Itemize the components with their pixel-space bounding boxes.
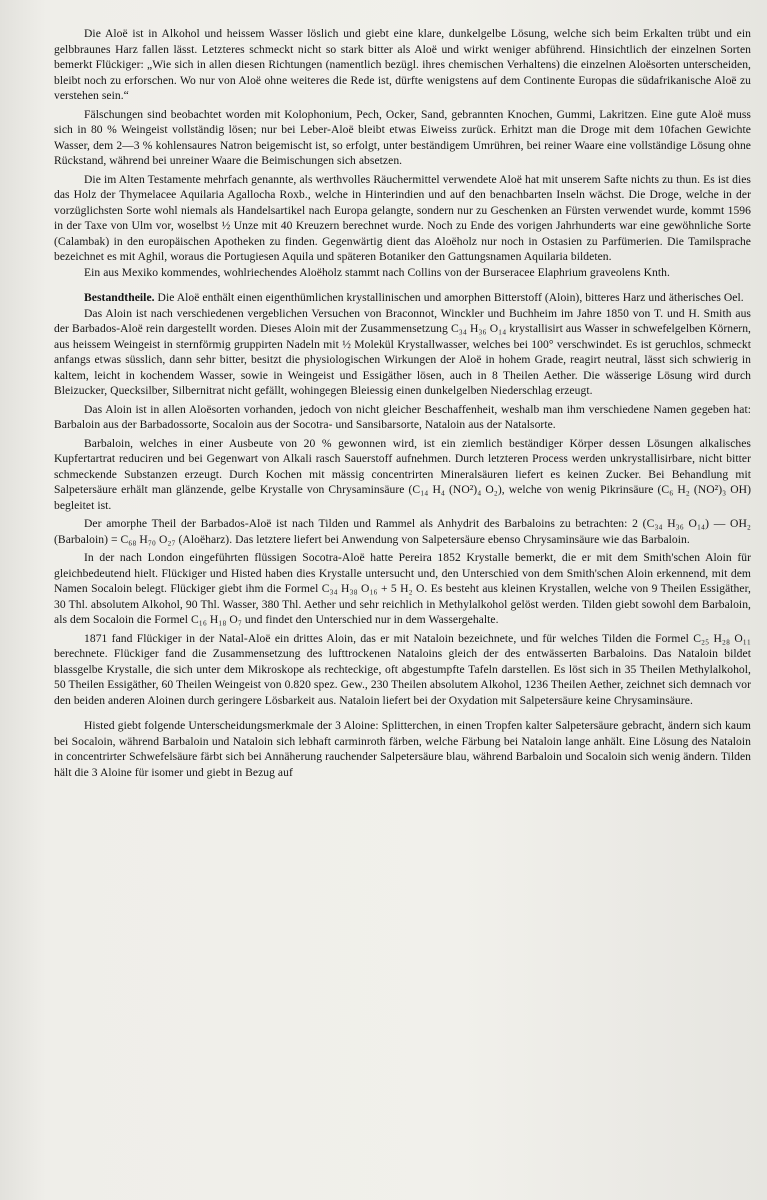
paragraph-mexican-aloewood: Ein aus Mexiko kommendes, wohlriechendes Aloëholz stammt nach Collins von der Burseracee Elaphrium graveolens Knth. xyxy=(84,265,670,279)
paragraph-barbaloin: Barbaloin, welches in einer Ausbeute von 20 % gewonnen wird, ist ein ziemlich beständiger Körper dessen Lösungen alkalisches Kupfertartrat reduciren und bei Gegenwart von Alkali rasch Sauerstoff aufnehmen. Durch letzteren Process werden unkrystallisirbare, nicht bitter schmeckende Substanzen erzeugt. Durch Kochen mit mässig concentrirten Mineralsäuren liefert es keinen Zucker. Bei Behandlung mit Salpetersäure erhält man glänzende, gelbe Krystalle von Chrysaminsäure (C₁₄ H₄ (NO²)₄ O₂), welche von wenig Pikrinsäure (C₆ H₂ (NO²)₃ OH) begleitet ist. xyxy=(54,436,751,512)
paragraph-aloin-varieties: Das Aloin ist in allen Aloësorten vorhanden, jedoch von nicht gleicher Beschaffenheit, weshalb man ihm verschiedene Namen gegeben hat: Barbaloin aus der Barbadossorte, Socaloin aus der Socotra- und Sansibarsorte, Nataloin aus der Natalsorte. xyxy=(54,402,751,431)
paragraph-adulterations: Fälschungen sind beobachtet worden mit Kolophonium, Pech, Ocker, Sand, gebrannten Knochen, Gummi, Lakritzen. Eine gute Aloë muss sich in 80 % Weingeist vollständig lösen; nur bei Leber-Aloë bleibt etwas Eiweiss zurück. Erhitzt man die Droge mit dem 10fachen Gewichte Wasser, dem 2—3 % kohlensaures Natron beigemischt ist, so erfolgt, unter beständigem Umrühren, bei reiner Waare eine vollständige Lösung ohne Rückstand, während bei unreiner Waare die Beimischungen sich absetzen. xyxy=(54,107,751,167)
paragraph-histed-distinctions: Histed giebt folgende Unterscheidungsmerkmale der 3 Aloine: Splitterchen, in einen Tropfen kalter Salpetersäure gebracht, ändern sich kaum bei Socaloin, während Barbaloin und Nataloin sich lebhaft carminroth färben, welche Färbung bei Nataloin lange anhält. Eine Lösung des Nataloin in concentrirter Schwefelsäure färbt sich bei Annäherung rauchender Salpetersäure blau, während Barbaloin und Socaloin sich wenig ändern. Tilden hält die 3 Aloine für isomer und giebt in Bezug auf xyxy=(54,719,751,779)
paragraph-aloin: Das Aloin ist nach verschiedenen vergeblichen Versuchen von Braconnot, Winckler und Buchheim im Jahre 1850 von T. und H. Smith aus der Barbados-Aloë rein dargestellt worden. Dieses Aloin mit der Zusammensetzung C₃₄ H₃₆ O₁₄ krystallisirt aus Wasser in schwefelgelben Körnern, aus heissem Weingeist in sternförmig gruppirten Nadeln mit ½ Molekül Krystallwasser, welches bei 100° verschwindet. Es ist geruchlos, schmeckt anfangs etwas süsslich, dann sehr bitter, besitzt die physiologischen Wirkungen der Aloë in hohem Grade, reagirt neutral, lässt sich schwierig in kaltem, leicht in kochendem Wasser, sowie in Weingeist und Essigäther lösen, auch in 8 Theilen Aether. Die wässerige Lösung wird durch Bleizucker, Quecksilber, Silbernitrat nicht gefällt, wohingegen Bleiessig einen dunkelgelben Niederschlag erzeugt. xyxy=(54,306,751,397)
paragraph-solubility: Die Aloë ist in Alkohol und heissem Wasser löslich und giebt eine klare, dunkelgelbe Lösung, welche sich beim Erkalten trübt und ein gelbbraunes Harz fallen lässt. Letzteres schmeckt nicht so stark bitter als Aloë und wirkt weniger abführend. Hinsichtlich der einzelnen Sorten bemerkt Flückiger: „Wie sich in allen diesen Richtungen (namentlich bezügl. ihres chemischen Verhaltens) die einzelnen Aloësorten unterscheiden, bleibt noch zu erforschen. Wo nur von Aloë ohne weiteres die Rede ist, dürfte wenigstens auf dem Continente Europas die südafrikanische Aloë zu verstehen sein.“ xyxy=(54,27,751,102)
paragraph-nataloin: 1871 fand Flückiger in der Natal-Aloë ein drittes Aloin, das er mit Nataloin bezeichnete, und für welches Tilden die Formel C₂₅ H₂₈ O₁₁ berechnete. Flückiger fand die Zusammensetzung des lufttrockenen Nataloins gleich der des entwässerten Barbaloins. Das Nataloin bildet blassgelbe Krystalle, die sich unter dem Mikroskope als rechteckige, oft abgestumpfte Tafeln darstellen. Es löst sich in 35 Theilen Methylalkohol, 50 Theilen Essigäther, 60 Theilen Weingeist von 0.820 spez. Gew., 230 Theilen absolutem Alkohol, 1236 Theilen Aether, zeichnet sich demnach vor den beiden anderen Aloinen durch geringere Lösbarkeit aus. Nataloin liefert bei der Oxydation mit Salpetersäure keine Chrysaminsäure. xyxy=(54,631,751,707)
section-heading-bestandtheile: Bestandtheile. xyxy=(84,291,155,304)
paragraph-old-testament-aloe: Die im Alten Testamente mehrfach genannte, als werthvolles Räuchermittel verwendete Aloë hat mit unserem Safte nichts zu thun. Es ist dies das Holz der Thymelacee Aquilaria Agallocha Roxb., welche in Hinterindien und auf den benachbarten Inseln wächst. Die Droge, welche in der vorzüglichsten Sorte wohl niemals als Handelsartikel nach Europa gelangte, sondern nur zu Geschenken an Fürsten verwendet wurde, kommt 1596 in der Taxe von Ulm vor, woselbst ½ Unze mit 40 Kreuzern berechnet wurde. Noch zu Ende des vorigen Jahrhunderts war eine gewöhnliche Sorte (Calambak) in den europäischen Apotheken zu finden. Gegenwärtig dient das Aloëholz nur noch in Ostasien zu Parfümerien. Die Tamilsprache bezeichnet es mit Aghil, woraus die Portugiesen Aquila und späteren Botaniker den Gattungsnamen Aquilaria bildeten. xyxy=(54,172,751,263)
paragraph-socaloin: In der nach London eingeführten flüssigen Socotra-Aloë hatte Pereira 1852 Krystalle bemerkt, die er mit dem Smith'schen Aloin für gleichbedeutend hielt. Flückiger und Histed haben dies Krystalle untersucht und, den Unterschied von dem Smith'schen Aloin erkennend, mit dem Namen Socaloin belegt. Flückiger giebt ihm die Formel C₃₄ H₃₈ O₁₆ + 5 H₂ O. Es besteht aus kleinen Krystallen, welche von 9 Theilen Essigäther, 30 Thl. absolutem Alkohol, 90 Thl. Wasser, 380 Thl. Aether und sehr reichlich in Methylalkohol gelöst werden. Tilden giebt sowohl dem Barbaloin, als dem Socaloin die Formel C₁₆ H₁₈ O₇ und findet den Unterschied nur in dem Wassergehalte. xyxy=(54,551,751,626)
paragraph-constituents xyxy=(54,290,751,306)
paragraph-constituents-text: Die Aloë enthält einen eigenthümlichen krystallinischen und amorphen Bitterstoff (Aloin), bitteres Harz und ätherisches Oel. xyxy=(154,291,744,304)
paragraph-amorphous-part: Der amorphe Theil der Barbados-Aloë ist nach Tilden und Rammel als Anhydrit des Barbaloins zu betrachten: 2 (C₃₄ H₃₆ O₁₄) — OH₂ (Barbaloin) = C₆₈ H₇₀ O₂₇ (Aloëharz). Das letztere liefert bei Anwendung von Salpetersäure ebenso Chrysaminsäure wie das Barbaloin. xyxy=(54,517,751,546)
